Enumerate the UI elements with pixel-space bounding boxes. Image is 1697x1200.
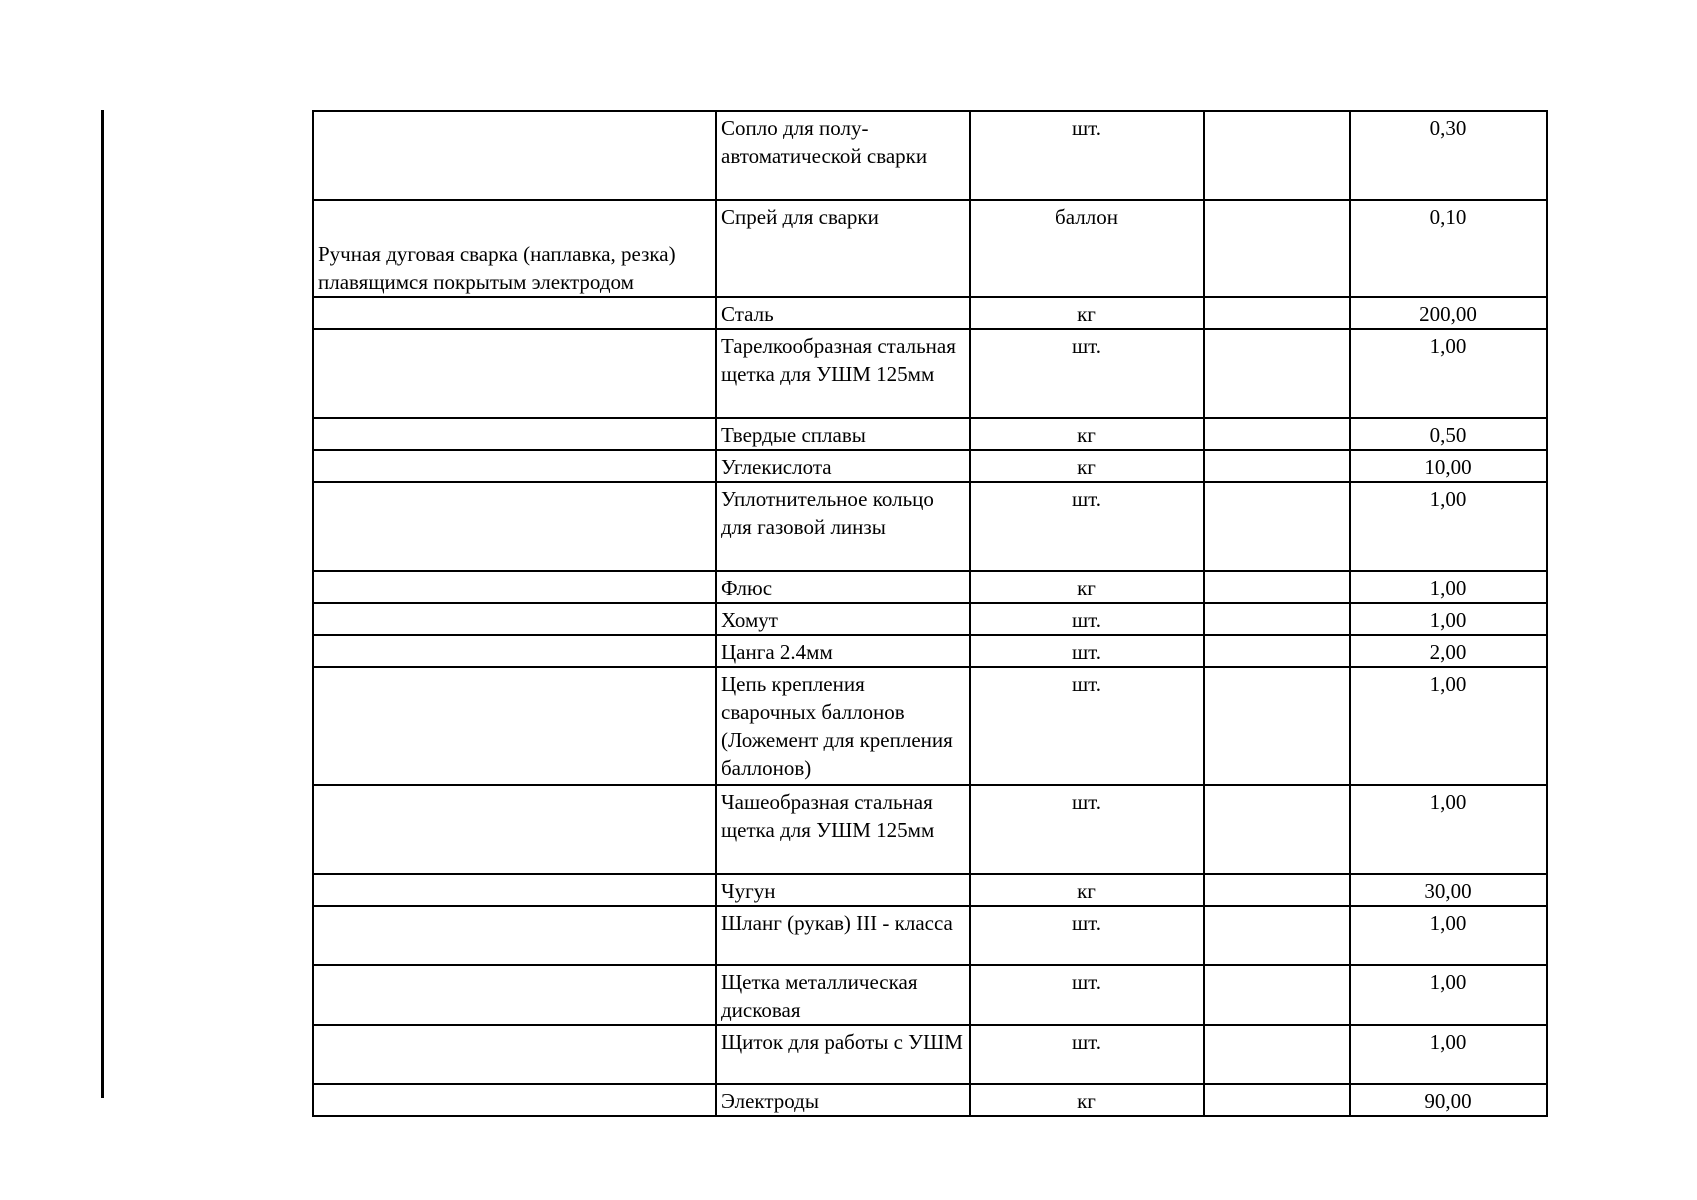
operation-cell	[313, 667, 716, 785]
material-cell: Уплотнительное кольцо для газовой линзы	[716, 482, 970, 571]
unit-cell: баллон	[970, 200, 1204, 297]
unit-cell: шт.	[970, 329, 1204, 418]
unit-cell: кг	[970, 450, 1204, 482]
material-cell: Хомут	[716, 603, 970, 635]
operation-cell	[313, 785, 716, 874]
table-row	[313, 874, 1547, 906]
operation-cell: Ручная дуговая сварка (наплавка, резка) плавящимся покрытым электродом	[313, 200, 716, 297]
unit-cell: шт.	[970, 906, 1204, 965]
unit-cell: шт.	[970, 965, 1204, 1025]
operation-cell	[313, 111, 716, 200]
value-cell: 1,00	[1350, 571, 1547, 603]
table-row	[313, 906, 1547, 965]
extra-cell	[1204, 450, 1350, 482]
table-row	[313, 965, 1547, 1025]
operation-cell	[313, 571, 716, 603]
material-cell: Щетка металлическая дисковая	[716, 965, 970, 1025]
value-cell: 1,00	[1350, 906, 1547, 965]
table-row	[313, 329, 1547, 418]
operation-cell	[313, 1084, 716, 1116]
extra-cell	[1204, 603, 1350, 635]
unit-cell: кг	[970, 571, 1204, 603]
extra-cell	[1204, 111, 1350, 200]
value-cell: 90,00	[1350, 1084, 1547, 1116]
table-row	[313, 1084, 1547, 1116]
extra-cell	[1204, 785, 1350, 874]
table-row	[313, 450, 1547, 482]
table-row	[313, 635, 1547, 667]
value-cell: 0,50	[1350, 418, 1547, 450]
extra-cell	[1204, 571, 1350, 603]
operation-cell	[313, 418, 716, 450]
value-cell: 1,00	[1350, 603, 1547, 635]
material-cell: Шланг (рукав) III - класса	[716, 906, 970, 965]
materials-table	[312, 110, 1548, 1117]
material-cell: Цепь крепления сварочных баллонов (Ложемент для крепления баллонов)	[716, 667, 970, 785]
extra-cell	[1204, 965, 1350, 1025]
material-cell: Щиток для работы с УШМ	[716, 1025, 970, 1084]
extra-cell	[1204, 906, 1350, 965]
operation-cell	[313, 603, 716, 635]
operation-cell	[313, 1025, 716, 1084]
value-cell: 10,00	[1350, 450, 1547, 482]
material-cell: Спрей для сварки	[716, 200, 970, 297]
value-cell: 30,00	[1350, 874, 1547, 906]
value-cell: 1,00	[1350, 329, 1547, 418]
operation-cell	[313, 297, 716, 329]
unit-cell: шт.	[970, 667, 1204, 785]
operation-cell	[313, 329, 716, 418]
unit-cell: кг	[970, 418, 1204, 450]
unit-cell: шт.	[970, 111, 1204, 200]
material-cell: Тарелкообразная стальная щетка для УШМ 125мм	[716, 329, 970, 418]
table-row	[313, 667, 1547, 785]
value-cell: 1,00	[1350, 785, 1547, 874]
material-cell: Чашеобразная стальная щетка для УШМ 125мм	[716, 785, 970, 874]
value-cell: 2,00	[1350, 635, 1547, 667]
table-row	[313, 1025, 1547, 1084]
value-cell: 0,10	[1350, 200, 1547, 297]
material-cell: Чугун	[716, 874, 970, 906]
extra-cell	[1204, 200, 1350, 297]
extra-cell	[1204, 329, 1350, 418]
table-row	[313, 200, 1547, 297]
material-cell: Электроды	[716, 1084, 970, 1116]
table-row	[313, 482, 1547, 571]
value-cell: 1,00	[1350, 965, 1547, 1025]
value-cell: 0,30	[1350, 111, 1547, 200]
extra-cell	[1204, 297, 1350, 329]
table-row	[313, 603, 1547, 635]
extra-cell	[1204, 1025, 1350, 1084]
unit-cell: шт.	[970, 603, 1204, 635]
operation-cell	[313, 874, 716, 906]
extra-cell	[1204, 635, 1350, 667]
table-row	[313, 111, 1547, 200]
material-cell: Флюс	[716, 571, 970, 603]
material-cell: Сталь	[716, 297, 970, 329]
unit-cell: кг	[970, 874, 1204, 906]
left-margin-rule	[101, 110, 104, 1098]
material-cell: Сопло для полу-автоматической сварки	[716, 111, 970, 200]
unit-cell: кг	[970, 297, 1204, 329]
table-row	[313, 297, 1547, 329]
operation-cell	[313, 635, 716, 667]
operation-cell	[313, 482, 716, 571]
material-cell: Углекислота	[716, 450, 970, 482]
value-cell: 1,00	[1350, 667, 1547, 785]
operation-cell	[313, 450, 716, 482]
extra-cell	[1204, 1084, 1350, 1116]
material-cell: Твердые сплавы	[716, 418, 970, 450]
table-row	[313, 785, 1547, 874]
material-cell: Цанга 2.4мм	[716, 635, 970, 667]
unit-cell: кг	[970, 1084, 1204, 1116]
unit-cell: шт.	[970, 1025, 1204, 1084]
value-cell: 1,00	[1350, 482, 1547, 571]
table-row	[313, 418, 1547, 450]
value-cell: 200,00	[1350, 297, 1547, 329]
table-row	[313, 571, 1547, 603]
operation-cell	[313, 906, 716, 965]
unit-cell: шт.	[970, 785, 1204, 874]
extra-cell	[1204, 874, 1350, 906]
unit-cell: шт.	[970, 635, 1204, 667]
operation-cell	[313, 965, 716, 1025]
extra-cell	[1204, 418, 1350, 450]
value-cell: 1,00	[1350, 1025, 1547, 1084]
extra-cell	[1204, 482, 1350, 571]
extra-cell	[1204, 667, 1350, 785]
unit-cell: шт.	[970, 482, 1204, 571]
